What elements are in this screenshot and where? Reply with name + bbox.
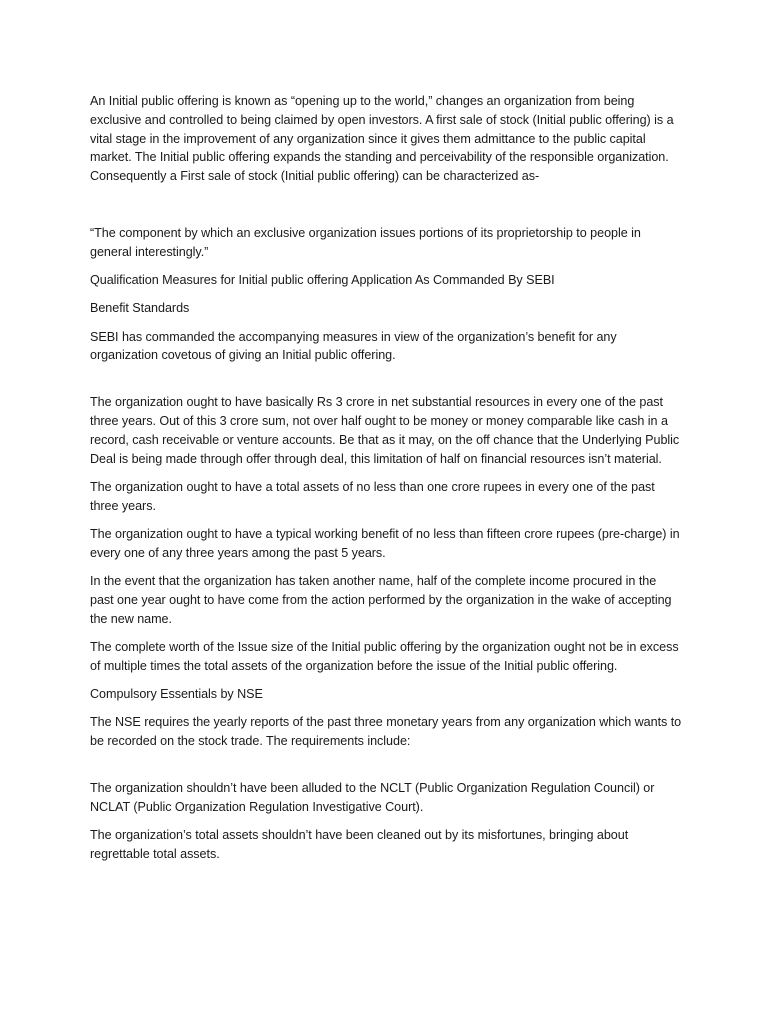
nse-paragraph: The NSE requires the yearly reports of the past three monetary years from any organization which wants to be recorded on the stock trade. The requirements include: (90, 715, 682, 749)
document-body (90, 92, 682, 873)
criterion-name-change: In the event that the organization has taken another name, half of the complete income procured in the past one year ought to have come from the action performed by the organization in the wake of accepting the new name. (90, 574, 672, 626)
criterion-issue-size: The complete worth of the Issue size of the Initial public offering by the organization ought not be in excess of multiple times the total assets of the organization before the issue of the Initial public offering. (90, 640, 679, 673)
quote-paragraph: “The component by which an exclusive organization issues portions of its proprietorship to people in general interestingly.” (90, 225, 641, 259)
section-heading-nse: Compulsory Essentials by NSE (90, 687, 263, 702)
sebi-paragraph: SEBI has commanded the accompanying measures in view of the organization’s benefit for any organization covetous of giving an Initial public offering. (90, 329, 617, 363)
requirement-nclt: The organization shouldn’t have been alluded to the NCLT (Public Organization Regulation Council) or NCLAT (Public Organization Regulation Investigative Court). (90, 781, 655, 814)
requirement-total-assets: The organization’s total assets shouldn’t have been cleaned out by its misfortunes, bringing about regrettable total assets. (90, 828, 629, 861)
subheading-benefit-standards: Benefit Standards (90, 301, 190, 316)
criterion-total-assets: The organization ought to have a total assets of no less than one crore rupees in every one of the past three years. (90, 479, 655, 513)
section-heading-sebi: Qualification Measures for Initial public offering Application As Commanded By SEBI (90, 273, 555, 288)
criterion-working-benefit: The organization ought to have a typical working benefit of no less than fifteen crore rupees (pre-charge) in every one of any three years among the past 5 years. (90, 527, 680, 560)
intro-paragraph: An Initial public offering is known as “opening up to the world,” changes an organization from being exclusive and controlled to being claimed by open investors. A first sale of stock (Initial public offering) is a vital stage in the improvement of any organization since it gives them admittance to the public capital market. The Initial public offering expands the standing and perceivability of the responsible organization. Consequently a First sale of stock (Initial public offering) can be characterized as- (90, 94, 674, 184)
criterion-net-resources: The organization ought to have basically Rs 3 crore in net substantial resources in every one of the past three years. Out of this 3 crore sum, not over half ought to be money or money comparable like cash in a record, cash receivable or venture accounts. Be that as it may, on the off chance that the Underlying Public Deal is being made through offer through deal, this limitation of half on financial resources isn’t material. (90, 395, 680, 466)
